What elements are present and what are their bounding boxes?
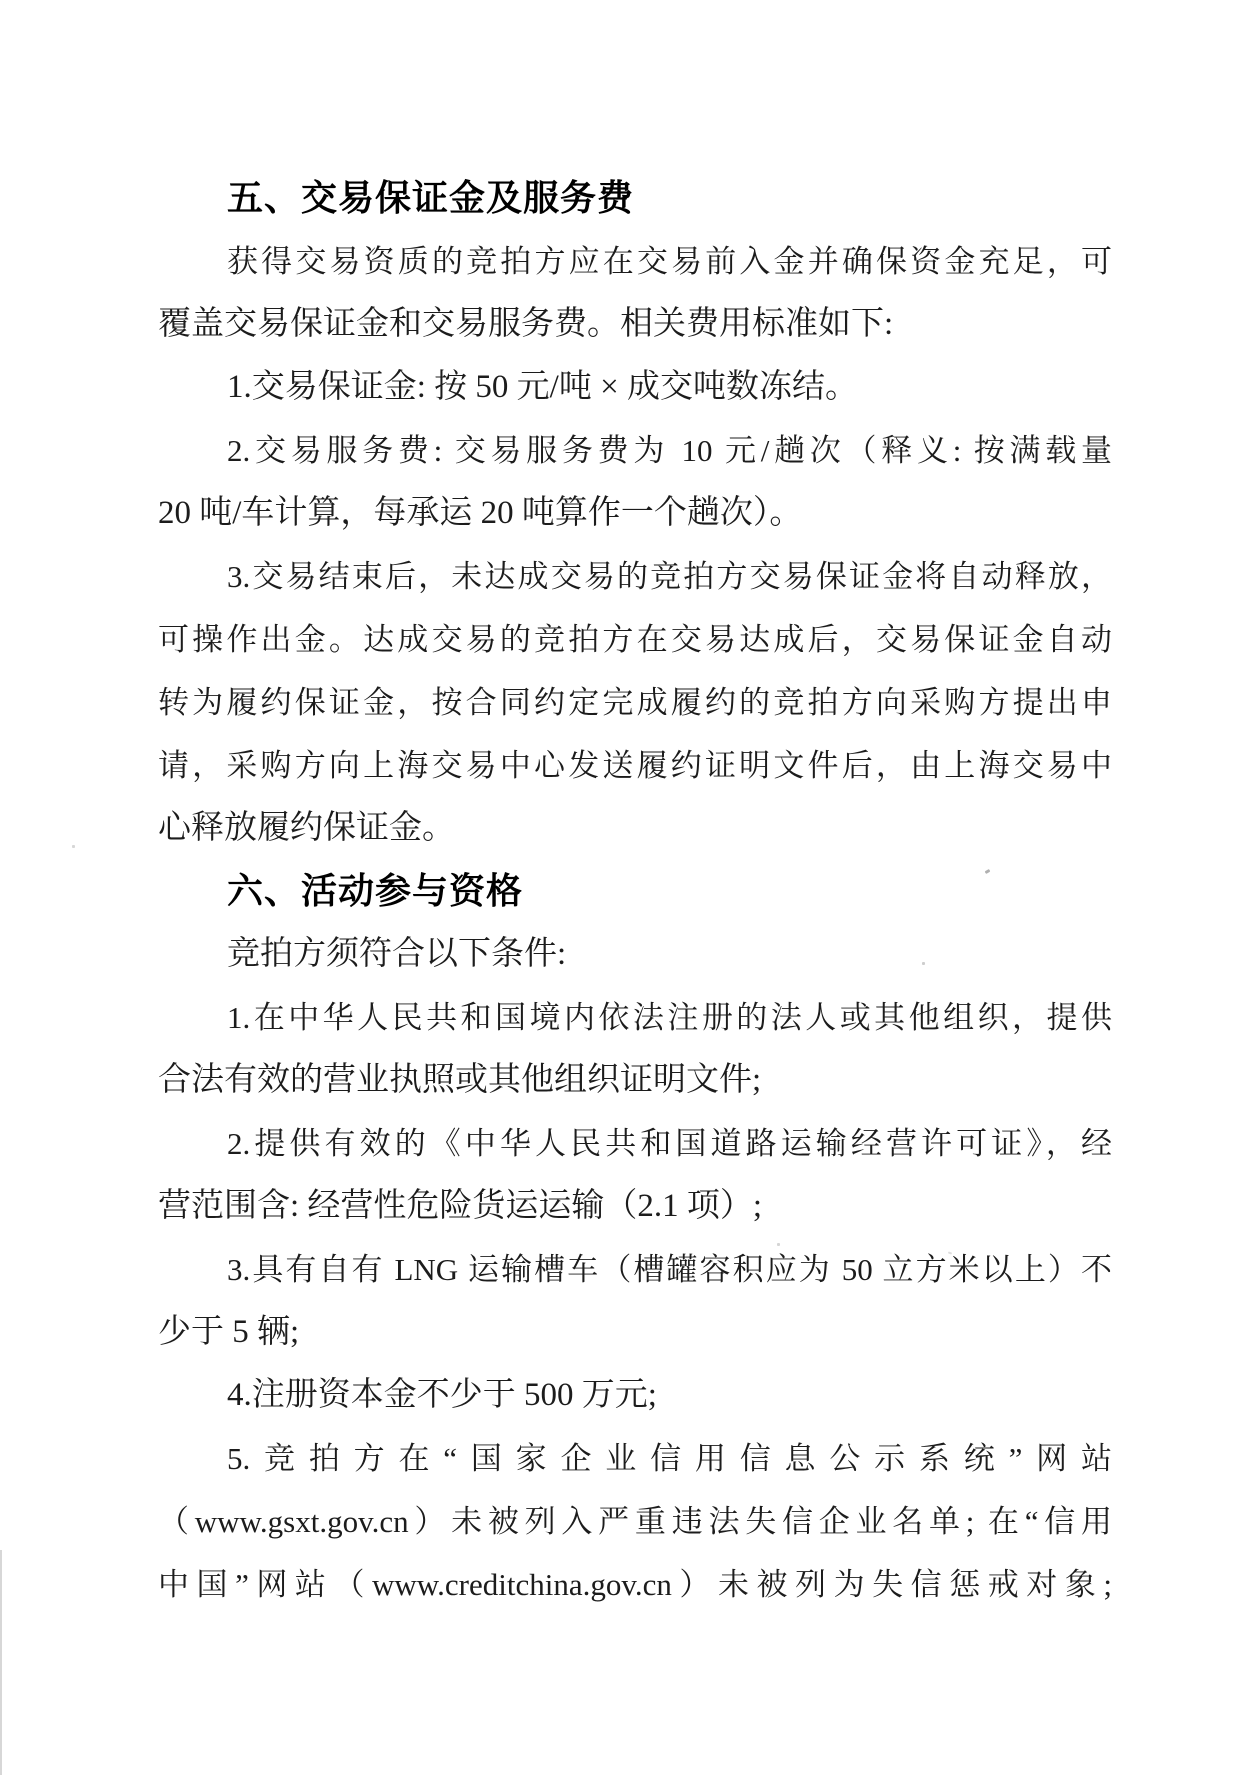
para-qualification-intro: 竞拍方须符合以下条件:	[227, 936, 567, 972]
item-1-deposit: 1.交易保证金: 按 50 元/吨 × 成交吨数冻结。	[227, 369, 858, 405]
item-2-service-fee-line-2: 20 吨/车计算，每承运 20 吨算作一个趟次）。	[158, 495, 803, 531]
scan-edge-line	[0, 1550, 2, 1775]
item-3-release-line-4: 请，采购方向上海交易中心发送履约证明文件后，由上海交易中	[158, 748, 1112, 783]
scan-speck	[777, 1243, 780, 1246]
cond-2-line-2: 营范围含: 经营性危险货运运输（2.1 项）;	[158, 1188, 763, 1224]
para-fees-intro-line-1: 获得交易资质的竞拍方应在交易前入金并确保资金充足，可	[227, 244, 1112, 279]
cond-3-line-2: 少于 5 辆;	[158, 1314, 300, 1350]
item-3-release-line-5: 心释放履约保证金。	[158, 810, 455, 846]
item-3-release-line-2: 可操作出金。达成交易的竞拍方在交易达成后，交易保证金自动	[158, 622, 1112, 657]
cond-1-line-1: 1.在中华人民共和国境内依法注册的法人或其他组织，提供	[227, 1000, 1112, 1035]
section-5-heading: 五、交易保证金及服务费	[227, 178, 635, 219]
item-3-release-line-3: 转为履约保证金，按合同约定完成履约的竞拍方向采购方提出申	[158, 685, 1112, 720]
item-2-service-fee-line-1: 2.交易服务费: 交易服务费为 10 元/趟次（释义: 按满载量	[227, 433, 1112, 468]
para-fees-intro-line-2: 覆盖交易保证金和交易服务费。相关费用标准如下:	[158, 306, 894, 342]
cond-5-line-1: 5.竞拍方在“国家企业信用信息公示系统”网站	[227, 1441, 1112, 1476]
section-6-heading: 六、活动参与资格	[227, 871, 524, 912]
cond-4: 4.注册资本金不少于 500 万元;	[227, 1377, 657, 1413]
item-3-release-line-1: 3.交易结束后，未达成交易的竞拍方交易保证金将自动释放，	[227, 559, 1112, 594]
cond-2-line-1: 2.提供有效的《中华人民共和国道路运输经营许可证》，经	[227, 1126, 1112, 1161]
cond-1-line-2: 合法有效的营业执照或其他组织证明文件;	[158, 1062, 762, 1098]
scan-speck	[72, 845, 75, 848]
cond-5-line-2: （www.gsxt.gov.cn）未被列入严重违法失信企业名单; 在“信用	[158, 1504, 1112, 1539]
cond-5-line-3: 中国”网站（www.creditchina.gov.cn）未被列为失信惩戒对象;	[158, 1567, 1112, 1602]
scan-speck	[922, 962, 925, 965]
document-content	[158, 167, 1112, 1616]
cond-3-line-1: 3.具有自有 LNG 运输槽车（槽罐容积应为 50 立方米以上）不	[227, 1252, 1112, 1287]
